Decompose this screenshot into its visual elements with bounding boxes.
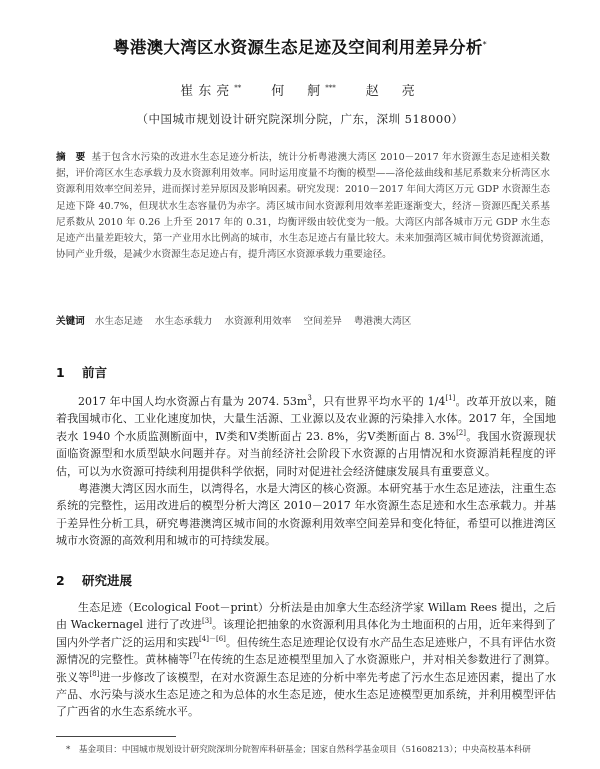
keyword: 水资源利用效率 xyxy=(224,316,292,327)
title-text: 粤港澳大湾区水资源生态足迹及空间利用差异分析 xyxy=(113,38,483,57)
footnote xyxy=(66,743,586,755)
paragraph-text: 生态足迹（Ecological Foot－print）分析法是由加拿大生态经济学家 Willam Rees 提出，之后由 Wackernagel 进行了改进 xyxy=(56,601,556,632)
paragraph-text: 。该理论把抽象的水资源利用具体化为土地面积的占用，近年来得到了国内外学者广泛的运用和实践 xyxy=(56,618,556,649)
superscript: 3 xyxy=(307,394,312,402)
paragraph-text: 。我国水资源现状面临资源型和水质型缺水问题并存。对当前经济社会阶段下水资源的占用情况和水资源消耗程度的评估，可以为水资源可持续利用提供科学依据，同时对促进社会经济健康发展具有重要意义。 xyxy=(56,429,556,478)
abstract xyxy=(56,150,550,263)
paper-title xyxy=(0,34,600,58)
paragraph-text: 在传统的生态足迹模型里加入了水资源账户，并对相关参数进行了测算。张义等 xyxy=(56,653,557,684)
keywords xyxy=(56,313,550,327)
author-name: 崔东亮 xyxy=(180,84,235,99)
footnote-mark: * xyxy=(66,745,71,755)
affiliation: （中国城市规划设计研究院深圳分院，广东，深圳 518000） xyxy=(136,112,464,126)
keyword: 水生态承载力 xyxy=(154,316,213,327)
abstract-text: 基于包含水污染的改进水生态足迹分析法，统计分析粤港澳大湾区 2010－2017 年水资源生态足迹相关数据，评价湾区水生态承载力及水资源利用效率。同时运用度量不均衡的模型——洛伦兹曲线和基尼系数来分析湾区水资源利用效率空间差异，进而探讨差异原因及影响因素。研究发现：2010－2017 年间大湾区万元 GDP 水资源生态足迹下降 40.7%，但现状水生态容量仍为赤字。湾区城市间水资源利用效率差距逐渐变大，经济－资源匹配关系基尼系数从 2010 年 0.26 上升至 2017 年的 0.31，均衡评级由较优变为一般。大湾区内部各城市万元 GDP 水生态足迹产出量差距较大，第一产业用水比例高的城市，水生态足迹占有量比较大。未来加强湾区城市间优势资源流通，协同产业升级，是减少水资源生态足迹占有，提升湾区水资源承载力重要途径。 xyxy=(56,152,550,261)
citation: [1] xyxy=(445,394,456,402)
section-heading-introduction xyxy=(56,363,107,381)
citation: [4]－[6] xyxy=(199,634,226,643)
paragraph-text: 。但传统生态足迹理论仅设有水产品生态足迹账户，不具有评估水资源情况的完整性。黄林楠等 xyxy=(56,635,556,667)
footnote-divider xyxy=(56,736,176,737)
section-title: 研究进展 xyxy=(82,573,133,588)
title-footnote-mark: * xyxy=(482,40,487,49)
paragraph-text: ，只有世界平均水平的 1/4 xyxy=(311,395,446,408)
abstract-label: 摘 要 xyxy=(56,152,86,163)
section-number: 1 xyxy=(56,365,65,380)
footnote-text: 基金项目：中国城市规划设计研究院深圳分院智库科研基金；国家自然科学基金项目（51608213）；中央高校基本科研 xyxy=(78,745,531,755)
author-name: 赵 亮 xyxy=(365,84,420,99)
keyword: 水生态足迹 xyxy=(94,316,143,327)
author-list xyxy=(0,80,600,99)
paragraph-text: 2017 年中国人均水资源占有量为 2074. 53m xyxy=(78,395,308,408)
section-heading-research-progress xyxy=(56,571,132,589)
body-paragraph xyxy=(56,393,556,480)
body-paragraph: 粤港澳大湾区因水而生，以湾得名，水是大湾区的核心资源。本研究基于水生态足迹法，注重生态系统的完整性，运用改进后的模型分析大湾区 2010－2017 年水资源生态足迹和水生态承载力。并基于差异性分析工具，研究粤港澳湾区城市间的水资源利用效率空间差异和变化特征，希望可以推进湾区城市水资源的高效利用和城市的可持续发展。 xyxy=(56,482,556,548)
section-title: 前言 xyxy=(82,365,108,380)
paragraph-text: 。改革开放以来，随着我国城市化、工业化速度加快，大量生活源、工业源以及农业源的污染排入水体。2017 年，全国地表水 1940 个水质监测断面中，Ⅳ类和Ⅴ类断面占 23. 8%，劣Ⅴ类断面占 8. 3% xyxy=(56,395,557,443)
keyword: 空间差异 xyxy=(303,316,342,327)
body-paragraph xyxy=(56,599,556,721)
keywords-label: 关键词 xyxy=(56,316,85,327)
paragraph-text: 进一步修改了该模型，在对水资源生态足迹的分析中率先考虑了污水生态足迹因素，提出了水产品、水污染与淡水生态足迹之和为总体的水生态足迹，使水生态足迹模型更加系统，并利用模型评估了广西省的水生态系统水平。 xyxy=(56,670,557,719)
keyword: 粤港澳大湾区 xyxy=(353,316,412,327)
citation: [7] xyxy=(189,652,200,661)
author-name: 何 舸 xyxy=(271,84,326,99)
section-number: 2 xyxy=(56,573,65,588)
citation: [8] xyxy=(89,669,100,678)
author-mark: ** xyxy=(234,84,242,92)
author-mark: *** xyxy=(325,84,336,92)
citation: [2] xyxy=(456,428,466,437)
citation: [3] xyxy=(202,617,212,626)
